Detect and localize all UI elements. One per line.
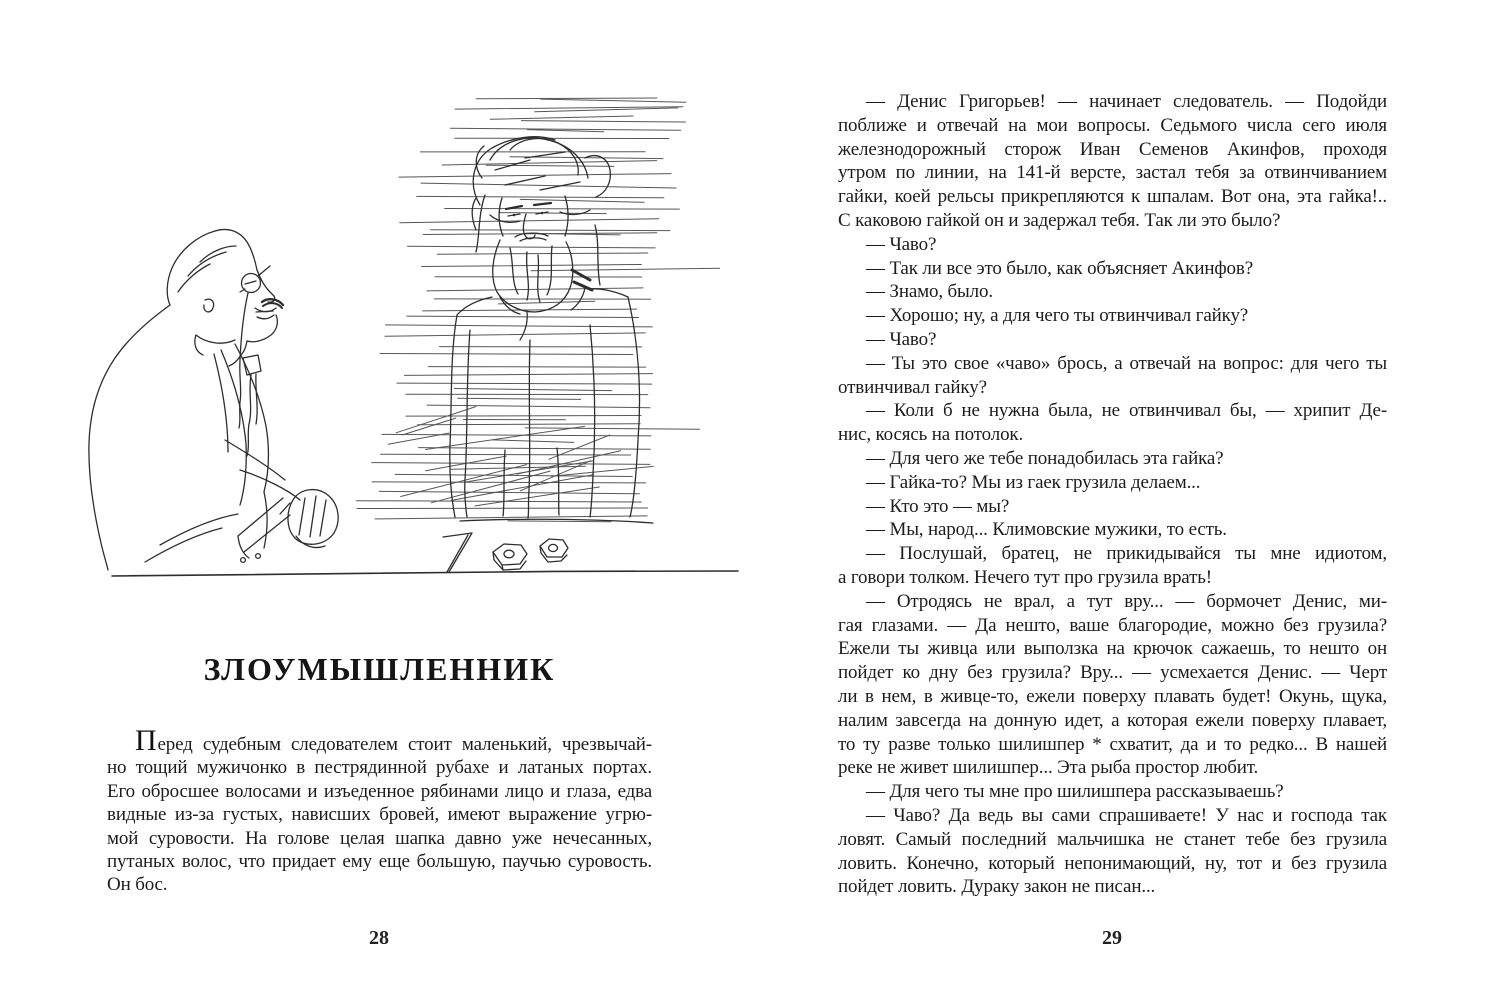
text-line: ловят. Самый последний мальчишка не станет тебе без грузила [838, 828, 1387, 850]
text-line: железнодорожный сторож Иван Семенов Акинфов, проходя [838, 138, 1387, 160]
text-line: ли в нем, в живце-то, ежели поверху плавать будет! Окунь, щука, [838, 685, 1387, 707]
text-line: — Чаво? Да ведь вы сами спрашиваете! У нас и господа так [866, 804, 1387, 826]
nut-icon [493, 544, 527, 570]
text-line: Он бос. [107, 874, 168, 896]
hatch-lines [357, 98, 720, 522]
peasant-figure [450, 137, 653, 523]
nut-icon [540, 539, 568, 562]
text-line: — Ты это свое «чаво» брось, а отвечай на вопрос: для чего ты [866, 352, 1387, 374]
left-page-paragraph [107, 724, 652, 897]
text-line: — Хорошо; ну, а для чего ты отвинчивал гайку? [866, 305, 1249, 327]
text-line: утром по линии, на 141-й версте, застал тебя за отвинчиванием [838, 162, 1387, 184]
investigator-figure [89, 229, 338, 570]
text-line: — Так ли все это было, как объясняет Акинфов? [866, 257, 1253, 279]
text-line: нис, косясь на потолок. [838, 424, 1024, 446]
text-line: — Отродясь не врал, а тут вру... — бормочет Денис, ми- [866, 590, 1387, 612]
text-line: мой суровости. На голове целая шапка давно уже нечесанных, [107, 827, 652, 849]
right-page-text [838, 90, 1387, 899]
text-line: — Для чего ты мне про шилишпера рассказываешь? [866, 781, 1284, 803]
drop-cap: П [135, 724, 157, 757]
text-line: гая глазами. — Да нешто, ваше благородие, можно без грузила? [838, 614, 1387, 636]
text-line: пойдет ловить. Дураку закон не писан... [838, 876, 1156, 898]
text-line: Ежели ты живца или выползка на крючок сажаешь, то нешто он [838, 638, 1387, 660]
text-line: — Денис Григорьев! — начинает следователь. — Подойди [866, 91, 1387, 112]
pen-icon [443, 533, 472, 572]
story-title: ЗЛОУМЫШЛЕННИК [203, 651, 556, 687]
page-number-left: 28 [369, 927, 389, 949]
text-line: пойдет ко дну без грузила? Вру... — усмехается Денис. — Черт [838, 662, 1387, 684]
text-line: — Мы, народ... Климовские мужики, то есть. [866, 519, 1227, 541]
text-line: гайки, коей рельсы прикрепляются к шпалам. Вот она, эта гайка!.. [838, 186, 1387, 208]
text-line: — Гайка-то? Мы из гаек грузила делаем... [866, 471, 1201, 493]
desk-line [112, 571, 738, 576]
text-line: ловить. Конечно, который непонимающий, ну, тот и без грузила [838, 852, 1387, 874]
text-line: — Чаво? [866, 233, 937, 255]
text-line: Его обросшее волосами и изъеденное рябинами лицо и глаза, едва [107, 780, 652, 802]
text-line: — Чаво? [866, 328, 937, 350]
text-line: поближе и отвечай на мои вопросы. Седьмого числа сего июля [838, 114, 1387, 136]
text-line: — Кто это — мы? [866, 495, 1010, 517]
text-line: — Послушай, братец, не прикидывайся ты мне идиотом, [866, 543, 1387, 565]
text-line: — Знамо, было. [866, 281, 993, 303]
text-line: С каковою гайкой он и задержал тебя. Так ли это было? [838, 209, 1281, 231]
page-number-right: 29 [1102, 927, 1122, 949]
text-line: Перед судебным следователем стоит маленький, чрезвычай- [135, 724, 652, 757]
text-line: путаных волос, что придает ему еще большую, паучью суровость. [107, 851, 652, 873]
text-line: — Для чего же тебе понадобилась эта гайка? [866, 447, 1224, 469]
text-line: отвинчивал гайку? [838, 376, 987, 398]
text-line: а говори толком. Нечего тут про грузила врать! [838, 566, 1212, 588]
text-line: налим завсегда на донную идет, а которая ежели поверху плавает, [838, 709, 1387, 731]
text-line: то ту разве только шилишпер * схватит, да и то редко... В нашей [838, 733, 1387, 755]
text-line: но тощий мужичонко в пестрядинной рубахе и латаных портах. [107, 757, 652, 779]
text-line: — Коли б не нужна была, не отвинчивал бы, — хрипит Де- [866, 400, 1387, 422]
text-line: видные из-за густых, нависших бровей, имеют выражение угрю- [107, 804, 652, 826]
text-line: реке не живет шилишпер... Эта рыба простор любит. [838, 757, 1259, 779]
